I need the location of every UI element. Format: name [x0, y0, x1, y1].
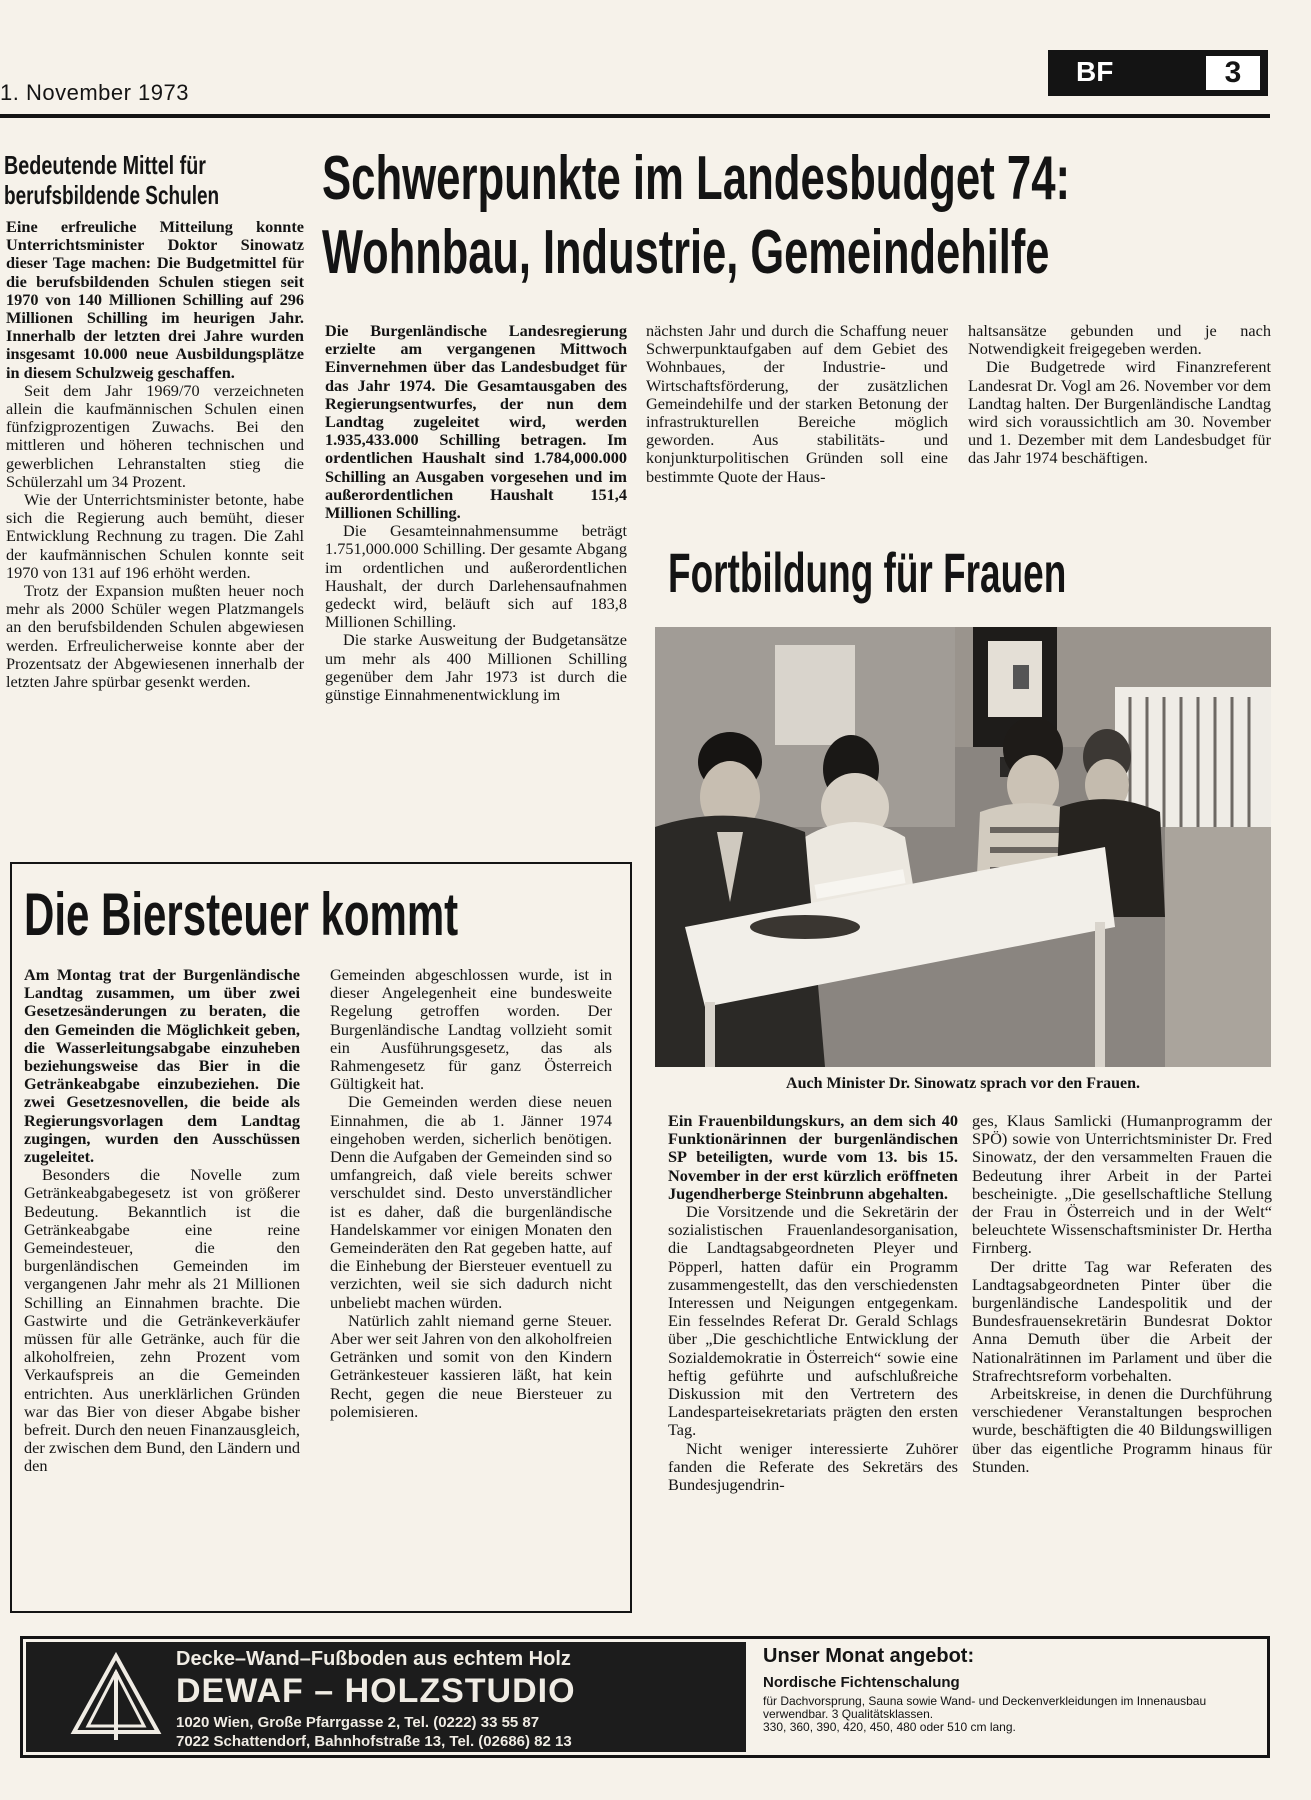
sidebar-paragraph: Wie der Unterrichtsminister betonte, habe sich die Regierung auch bemüht, dieser Entwicklung Rechnung zu tragen. Die Zahl der kaufmännischen Schulen konnte seit 1970 von 131 auf 196 erhöht werden. — [6, 490, 304, 582]
sidebar-lead: Eine erfreuliche Mitteilung konnte Unterrichtsminister Doktor Sinowatz dieser Tage machen: Die Budgetmittel für die berufsbildenden Schulen stiegen seit 1970 von 140 Millionen Schilling auf 296 Millionen Schilling im heurigen Jahr. Innerhalb der letzten drei Jahre wurden insgesamt 10.000 neue Ausbildungsplätze in diesem Schulzweig geschaffen. — [6, 217, 304, 382]
beer-headline-wrap — [24, 880, 644, 950]
ad-offer-product: Nordische Fichtenschalung — [763, 1674, 960, 1691]
beer-paragraph: Gemeinden abgeschlossen wurde, ist in dieser Angelegenheit eine bundesweite Regelung getroffen worden. Der Burgenländische Landtag vollzieht somit ein Ausführungsgesetz, das als Rahmengesetz für ganz Österreich Gültigkeit hat. — [330, 965, 612, 1094]
beer-paragraph: Die Gemeinden werden diese neuen Einnahmen, die ab 1. Jänner 1974 eingehoben werden, sicherlich benötigen. Denn die Aufgaben der Gemeinden sind so umfangreich, daß viele bereits schwer verschuldet sind. Desto unverständlicher ist es daher, daß die burgenländische Handelskammer vor einigen Monaten den Gemeinderäten den Rat gegeben hatte, auf die Einhebung der Biersteuer eventuell zu verzichten, weil sie sich dadurch nicht unbeliebt machen würden. — [330, 1092, 612, 1312]
women-paragraph: Die Vorsitzende und die Sekretärin der sozialistischen Frauenlandesorganisation, die Landtagsabgeordneten Pleyer und Pöpperl, hatten dafür ein Programm zusammengestellt, das den verschiedensten Interessen und Neigungen entgegenkam. Ein fesselndes Referat Dr. Gerald Schlags über „Die geschichtliche Entwicklung der Sozialdemokratie in Österreich“ sowie eine heftig geführte und aufschlußreiche Diskussion mit den Vertretern des Landesparteisekretariats prägten den ersten Tag. — [668, 1202, 958, 1440]
section-badge — [1048, 50, 1268, 96]
beer-paragraph: Natürlich zahlt niemand gerne Steuer. Aber wer seit Jahren von den alkoholfreien Getränken und somit von den Kindern Getränkesteuer kassieren läßt, hat kein Recht, gegen die neue Biersteuer zu polemisieren. — [330, 1310, 612, 1421]
budget-lead: Die Burgenländische Landesregierung erzielte am vergangenen Mittwoch Einvernehmen über das Landesbudget für das Jahr 1974. Die Gesamtausgaben des Regierungsentwurfes, der nun dem Landtag zugeleitet wird, werden 1.935,433.000 Schilling betragen. Im ordentlichen Haushalt sind 1.784,000.000 Schilling an Ausgaben vorgesehen und im außerordentlichen Haushalt 151,4 Millionen Schilling. — [325, 321, 627, 523]
dewaf-advertisement — [20, 1636, 1270, 1758]
sidebar-article-body — [6, 218, 304, 691]
ad-address-schattendorf: 7022 Schattendorf, Bahnhofstraße 13, Tel. (02686) 82 13 — [176, 1733, 572, 1750]
women-headline: Fortbildung für Frauen — [668, 541, 1067, 604]
sidebar-paragraph: Seit dem Jahr 1969/70 verzeichneten allein die kaufmännischen Schulen einen fünfzigprozentigen Zuwachs. Bei den mittleren und höheren technischen und gewerblichen Lehranstalten stieg die Schülerzahl um 34 Prozent. — [6, 380, 304, 491]
page-number: 3 — [1204, 54, 1262, 92]
women-headline-wrap — [668, 540, 1271, 606]
beer-lead: Am Montag trat der Burgenländische Landtag zusammen, um über zwei Gesetzesänderungen zu beraten, die den Gemeinden die Möglichkeit geben, die Wasserleitungsabgabe einzuheben beziehungsweise das Bier in die Getränkeabgabe einzubeziehen. Die zwei Gesetzesnovellen, die beide als Regierungsvorlagen dem Landtag zugingen, wurden den Ausschüssen zugeleitet. — [24, 965, 300, 1167]
budget-column-1 — [325, 322, 627, 704]
section-code: BF — [1076, 56, 1114, 87]
budget-paragraph: nächsten Jahr und durch die Schaffung neuer Schwerpunktaufgaben auf dem Gebiet des Wohnbaues, der Industrie- und Wirtschaftsförderung, der zusätzlichen Gemeindehilfe und der starken Betonung der infrastrukturellen Bereiche möglich geworden. Aus stabilitäts- und konjunkturpolitischen Gründen soll eine bestimmte Quote der Haus- — [646, 321, 948, 486]
budget-paragraph: Die Gesamteinnahmensumme beträgt 1.751,000.000 Schilling. Der gesamte Abgang im ordentlichen und außerordentlichen Haushalt, der durch Darlehensaufnahmen gedeckt wird, beläuft sich auf 183,8 Millionen Schilling. — [325, 521, 627, 632]
sidebar-headline-line-1: Bedeutende Mittel für — [4, 150, 207, 180]
sidebar-headline — [4, 150, 304, 210]
photo-caption: Auch Minister Dr. Sinowatz sprach vor den Frauen. — [786, 1075, 1140, 1092]
women-column-2 — [972, 1112, 1272, 1476]
women-paragraph: Arbeitskreise, in denen die Durchführung verschiedener Veranstaltungen besprochen wurde, beschäftigten die 40 Bildungswilligen über das eigentliche Programm hinaus für Stunden. — [972, 1384, 1272, 1476]
header-rule — [0, 114, 1270, 118]
sidebar-paragraph: Trotz der Expansion mußten heuer noch mehr als 2000 Schüler wegen Platzmangels an den berufsbildenden Schulen abgewiesen werden. Erfreulicherweise konnte aber der Prozentsatz der Abgewiesenen innerhalb der letzten Jahre spürbar gesenkt werden. — [6, 581, 304, 692]
budget-paragraph: haltsansätze gebunden und je nach Notwendigkeit freigegeben werden. — [968, 321, 1271, 359]
beer-paragraph: Besonders die Novelle zum Getränkeabgabegesetz ist von größerer Bedeutung. Bekanntlich ist die Getränkeabgabe eine reine Gemeindesteuer, die den burgenländischen Gemeinden im vergangenen Jahr mehr als 21 Millionen Schilling an Einnahmen brachte. Die Gastwirte und die Getränkeverkäufer müssen für alle Getränke, auch für die alkoholfreien, zehn Prozent vom Verkaufspreis an die Gemeinden entrichten. Aus unerklärlichen Gründen war das Bier von dieser Abgabe bisher befreit. Durch den neuen Finanzausgleich, der zwischen dem Bund, den Ländern und den — [24, 1165, 300, 1476]
budget-headline-line-1: Schwerpunkte im Landesbudget 74: — [322, 144, 1071, 213]
ad-offer-description: für Dachvorsprung, Sauna sowie Wand- und Deckenverkleidungen im Innenausbau verwendbar. 3 Qualitätsklassen. — [763, 1694, 1207, 1721]
beer-headline: Die Biersteuer kommt — [24, 881, 459, 948]
tree-logo-icon — [66, 1652, 166, 1742]
ad-banner — [26, 1642, 746, 1752]
sidebar-headline-line-2: berufsbildende Schulen — [4, 180, 220, 210]
budget-headline — [322, 142, 1272, 290]
budget-paragraph: Die Budgetrede wird Finanzreferent Landesrat Dr. Vogl am 26. November vor dem Landtag halten. Der Burgenländische Landtag wird sich voraussichtlich am 30. November und 1. Dezember mit dem Landesbudget für das Jahr 1974 beschäftigen. — [968, 357, 1271, 468]
beer-column-2 — [330, 966, 612, 1421]
women-paragraph: Der dritte Tag war Referaten des Landtagsabgeordneten Pinter über die burgenländische Landespolitik und der Bundesfrauensekretärin Bundesrat Doktor Anna Demuth über die Arbeit der Nationalrätinnen im Parlament und über die Strafrechtsreform vorbehalten. — [972, 1256, 1272, 1385]
women-paragraph: Nicht weniger interessierte Zuhörer fanden die Referate des Sekretärs des Bundesjugendrin- — [668, 1438, 958, 1495]
women-lead: Ein Frauenbildungskurs, an dem sich 40 Funktionärinnen der burgenländischen SP beteiligten, wurde vom 13. bis 15. November in der erst kürzlich eröffneten Jugendherberge Steinbrunn abgehalten. — [668, 1111, 958, 1203]
meeting-photo — [655, 627, 1271, 1067]
ad-offer — [763, 1645, 1263, 1734]
budget-paragraph: Die starke Ausweitung der Budgetansätze um mehr als 400 Millionen Schilling gegenüber dem Jahr 1973 ist durch die günstige Einnahmenentwicklung im — [325, 630, 627, 705]
budget-column-3 — [968, 322, 1271, 468]
ad-offer-sizes: 330, 360, 390, 420, 450, 480 oder 510 cm lang. — [763, 1720, 1016, 1734]
budget-headline-line-2: Wohnbau, Industrie, Gemeindehilfe — [322, 218, 1050, 287]
budget-column-2 — [646, 322, 948, 486]
ad-offer-title: Unser Monat angebot: — [763, 1645, 975, 1667]
ad-tagline: Decke–Wand–Fußboden aus echtem Holz — [176, 1648, 571, 1670]
women-column-1 — [668, 1112, 958, 1494]
women-paragraph: ges, Klaus Samlicki (Humanprogramm der SPÖ) sowie von Unterrichtsminister Dr. Fred Sinowatz, der den versammelten Frauen die Bedeutung ihrer Arbeit in der Partei bescheinigte. „Die gesellschaftliche Stellung der Frau in Österreich und in der Welt“ beleuchtete Wissenschaftsminister Dr. Hertha Firnberg. — [972, 1111, 1272, 1258]
issue-date: 1. November 1973 — [0, 80, 189, 105]
beer-column-1 — [24, 966, 300, 1476]
ad-company-name: DEWAF – HOLZSTUDIO — [176, 1672, 576, 1710]
ad-address-vienna: 1020 Wien, Große Pfarrgasse 2, Tel. (0222) 33 55 87 — [176, 1714, 540, 1731]
